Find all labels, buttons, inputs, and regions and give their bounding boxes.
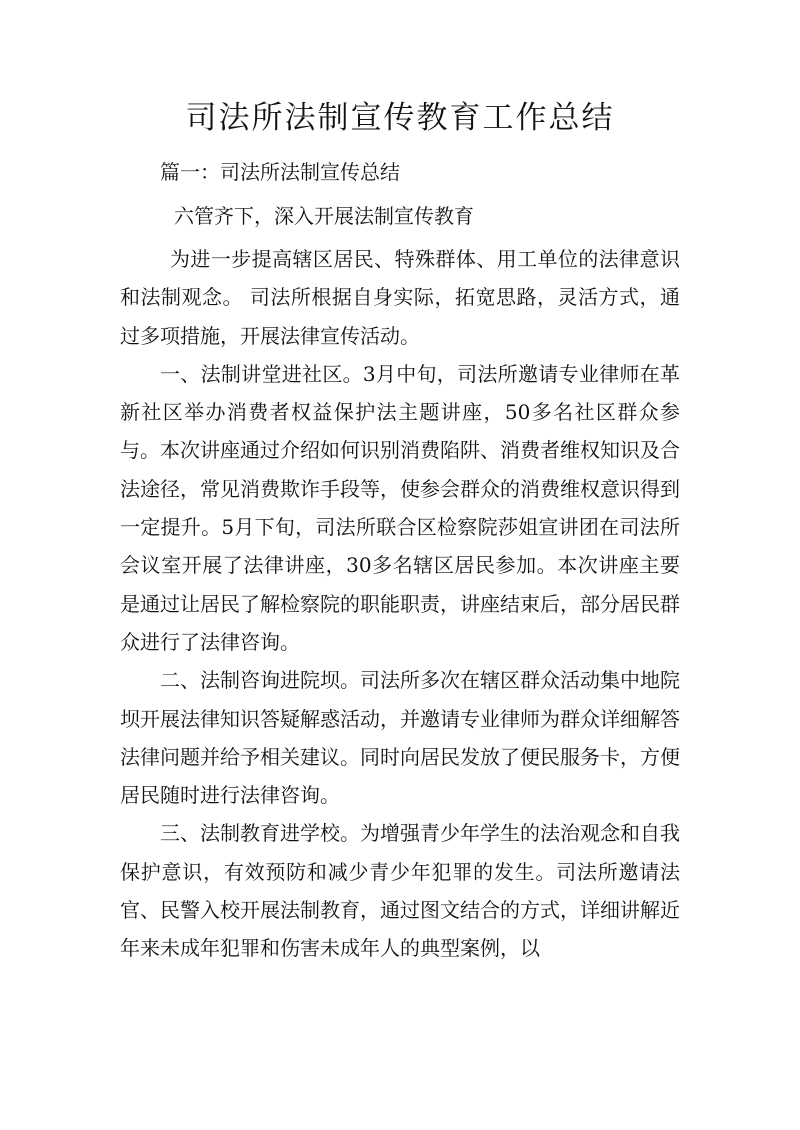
document-subtitle: 篇一：司法所法制宣传总结 xyxy=(160,160,400,184)
paragraph-courtyard-consulting: 二、法制咨询进院坝。司法所多次在辖区群众活动集中地院坝开展法律知识答疑解惑活动，并邀请专业律师为群众详细解答法律问题并给予相关建议。同时向居民发放了便民服务卡，方便居民随时进行法律咨询。 xyxy=(120,668,680,808)
paragraph-intro: 为进一步提高辖区居民、特殊群体、用工单位的法律意识和法制观念。 司法所根据自身实际，拓宽思路，灵活方式，通过多项措施，开展法律宣传活动。 xyxy=(120,247,680,348)
paragraph-community-lecture: 一、法制讲堂进社区。3月中旬，司法所邀请专业律师在革新社区举办消费者权益保护法主题讲座，50多名社区群众参与。本次讲座通过介绍如何识别消费陷阱、消费者维权知识及合法途径，常见消费欺诈手段等，使参会群众的消费维权意识得到一定提升。5月下旬，司法所联合区检察院莎姐宣讲团在司法所会议室开展了法律讲座，30多名辖区居民参加。本次讲座主要是通过让居民了解检察院的职能职责，讲座结束后，部分居民群众进行了法律咨询。 xyxy=(120,361,680,654)
section-heading: 六管齐下，深入开展法制宣传教育 xyxy=(174,204,474,228)
document-body xyxy=(120,240,680,968)
document-title: 司法所法制宣传教育工作总结 xyxy=(185,100,615,136)
paragraph-school-education: 三、法制教育进学校。为增强青少年学生的法治观念和自我保护意识，有效预防和减少青少年犯罪的发生。司法所邀请法官、民警入校开展法制教育，通过图文结合的方式，详细讲解近年来未成年犯罪和伤害未成年人的典型案例，以 xyxy=(120,821,680,961)
